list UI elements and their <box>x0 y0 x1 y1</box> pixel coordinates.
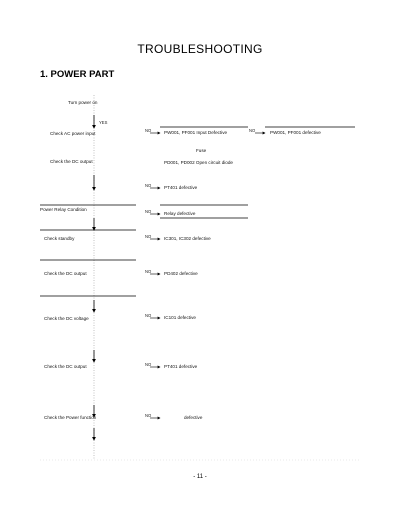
decision-no-label: NO <box>145 209 152 214</box>
result-pd402-defective: PD402 defective <box>164 271 198 276</box>
result-open-diode: PD001, PD002 Open circuit diode <box>164 160 233 165</box>
result-relay-defective: Relay defective <box>164 211 196 216</box>
step-check-ac-input: Check AC power input <box>50 131 96 136</box>
step-power-relay: Power Relay Condition <box>40 207 87 212</box>
page-title: TROUBLESHOOTING <box>137 42 263 56</box>
decision-no-label: NO <box>145 234 152 239</box>
decision-no-label: NO <box>249 128 256 133</box>
step-check-dc-output-2: Check the DC output <box>44 271 87 276</box>
decision-no-label: NO <box>145 413 152 418</box>
section-heading: 1. POWER PART <box>40 69 115 80</box>
result-ic101-defective: IC101 defective <box>164 315 196 320</box>
decision-yes-label: YES <box>99 120 108 125</box>
step-check-dc-output-1: Check the DC output <box>50 159 93 164</box>
result-input-defective: PW001, PF001 Input Defective <box>164 130 228 135</box>
result-fuse: Fuse <box>196 148 207 153</box>
result-defective: defective <box>184 415 203 420</box>
result-pt401-defective: PT401 defective <box>164 185 198 190</box>
step-check-power-function: Check the Power function <box>44 415 97 420</box>
decision-no-label: NO <box>145 183 152 188</box>
decision-no-label: NO <box>145 269 152 274</box>
decision-no-label: NO <box>145 128 152 133</box>
result-pt401-defective-2: PT401 defective <box>164 364 198 369</box>
step-check-dc-output-3: Check the DC output <box>44 364 87 369</box>
step-turn-power-on: Turn power on <box>68 100 98 105</box>
result-pw001-defective: PW001, PF001 defective <box>270 130 321 135</box>
result-ic301-defective: IC301, IC302 defective <box>164 236 211 241</box>
decision-no-label: NO <box>145 362 152 367</box>
decision-no-label: NO <box>145 313 152 318</box>
step-check-standby: Check standby <box>44 236 75 241</box>
page-number: - 11 - <box>193 474 207 480</box>
step-check-dc-voltage: Check the DC voltage <box>44 316 89 321</box>
